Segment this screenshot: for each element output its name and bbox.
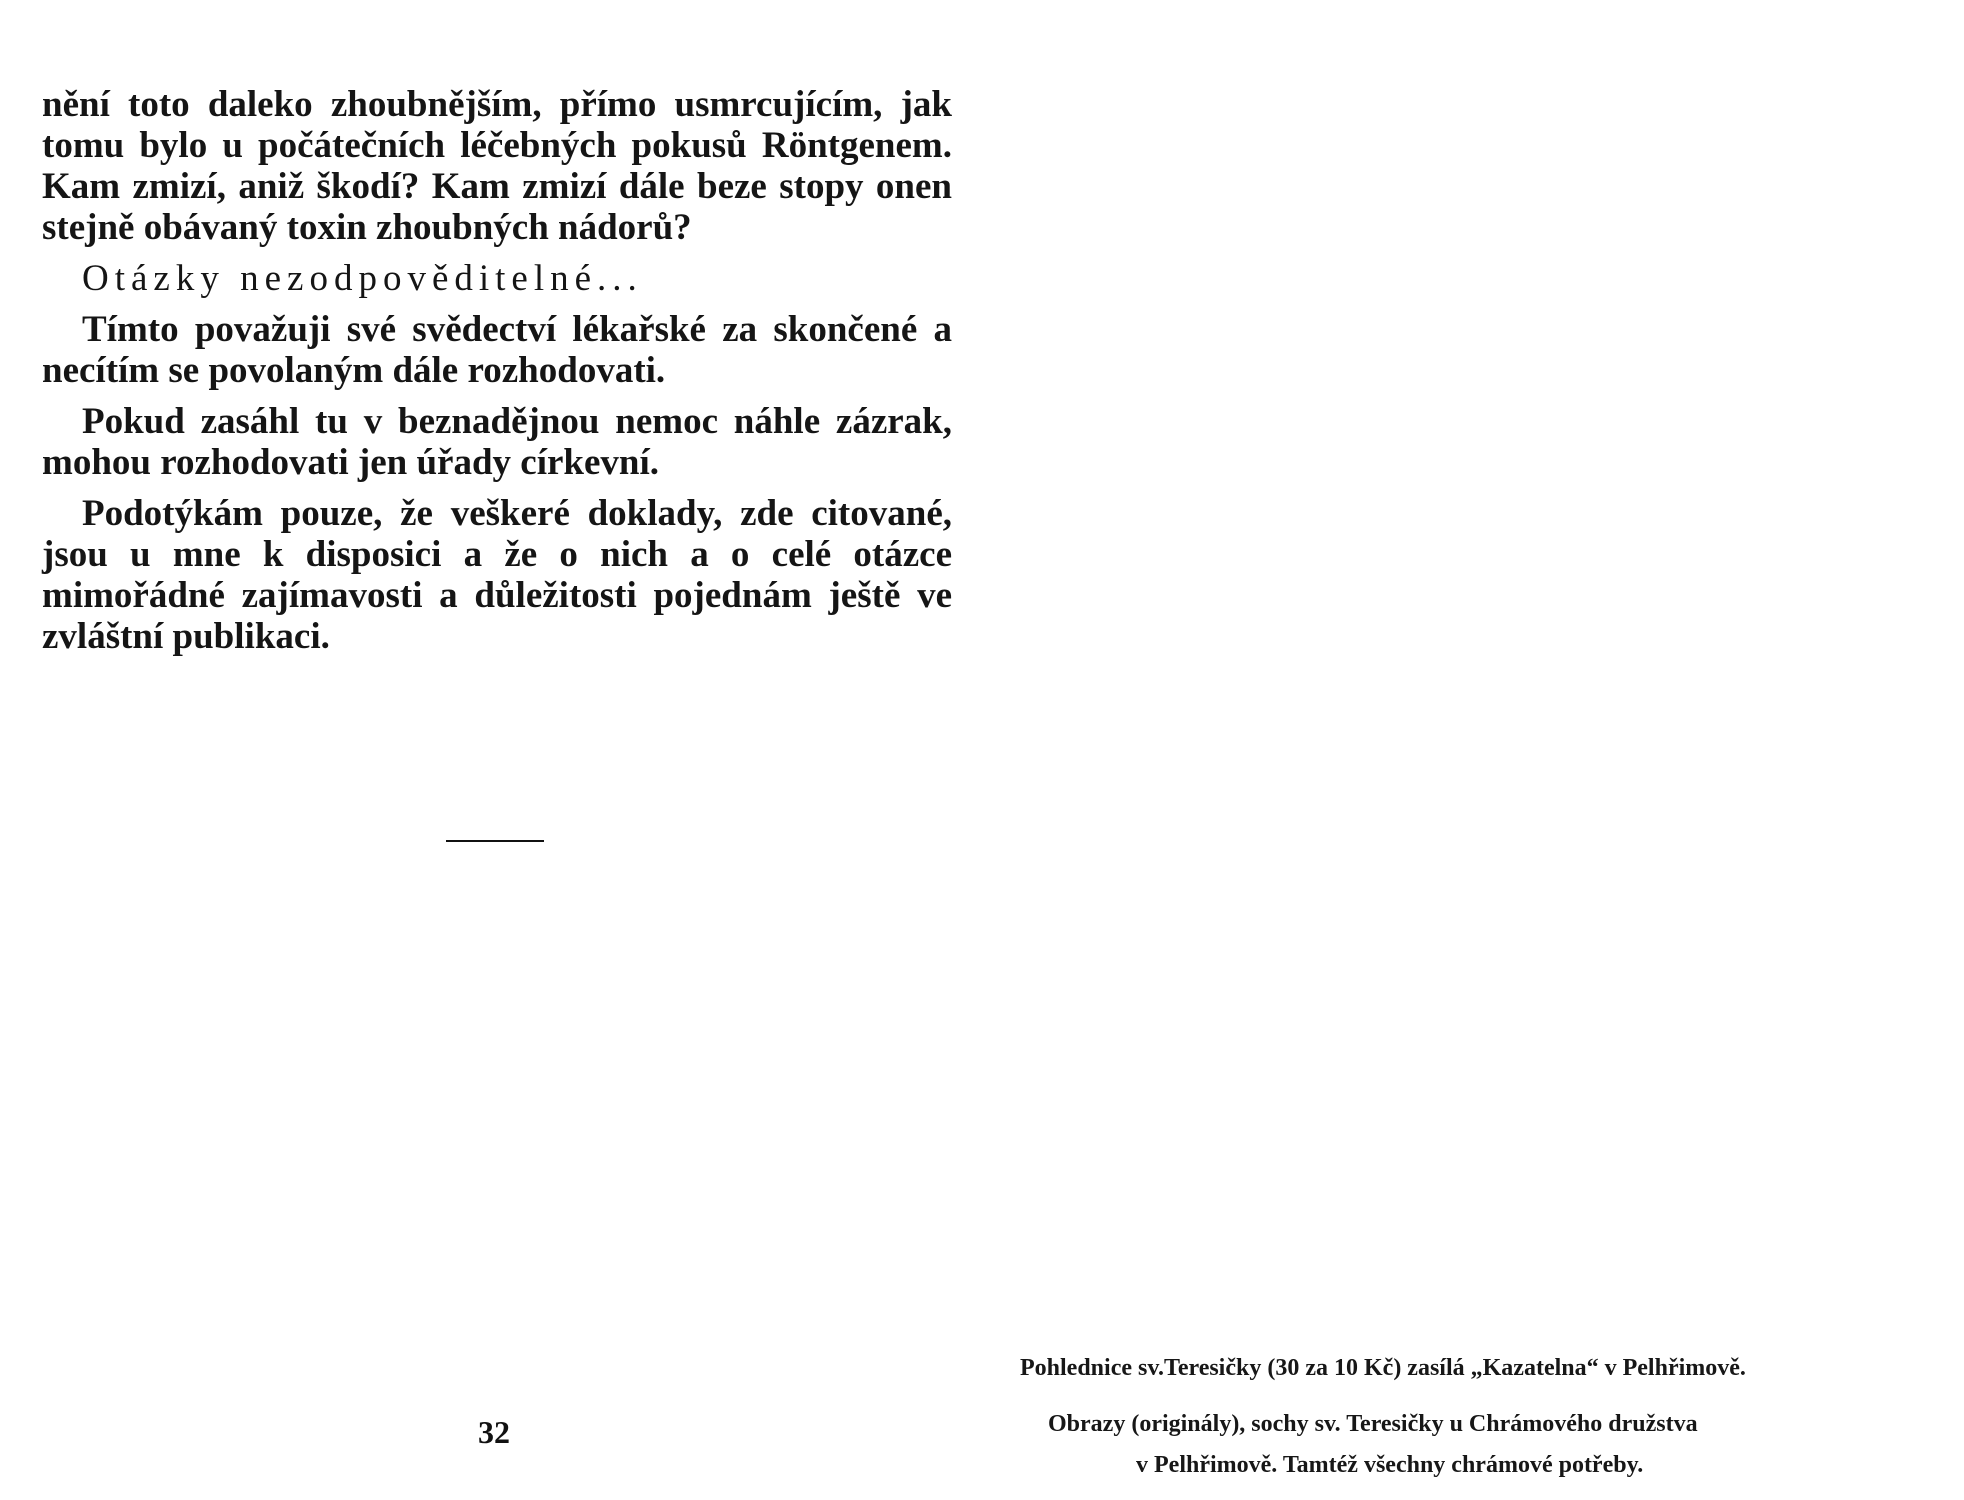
advert-line-1: Pohlednice sv.Teresičky (30 za 10 Kč) zasílá „Kazatelna“ v Pelhřimově. [1020, 1355, 1746, 1381]
page-number: 32 [478, 1414, 510, 1450]
advert-line-2: Obrazy (originály), sochy sv. Teresičky u Chrámového družstva [1048, 1411, 1698, 1437]
section-divider [446, 840, 544, 842]
right-page [982, 0, 1964, 1500]
paragraph-2: Otázky nezodpověditelné... [82, 258, 643, 299]
paragraph-4: Pokud zasáhl tu v beznadějnou nemoc náhle zázrak, mohou rozhodovati jen úřady církevní. [42, 401, 952, 483]
body-text [42, 84, 952, 667]
paragraph-3: Tímto považuji své svědectví lékařské za skončené a necítím se povolaným dále rozhodovati. [42, 309, 952, 391]
paragraph-1: nění toto daleko zhoubnějším, přímo usmrcujícím, jak tomu bylo u počátečních léčebných pokusů Röntgenem. Kam zmizí, aniž škodí? Kam zmizí dále beze stopy onen stejně obávaný toxin zhoubných nádorů? [42, 84, 952, 248]
advert-line-3: v Pelhřimově. Tamtéž všechny chrámové potřeby. [1136, 1452, 1644, 1478]
paragraph-5: Podotýkám pouze, že veškeré doklady, zde citované, jsou u mne k disposici a že o nich a o celé otázce mimořádné zajímavosti a důležitosti pojednám ještě ve zvláštní publikaci. [42, 493, 952, 657]
